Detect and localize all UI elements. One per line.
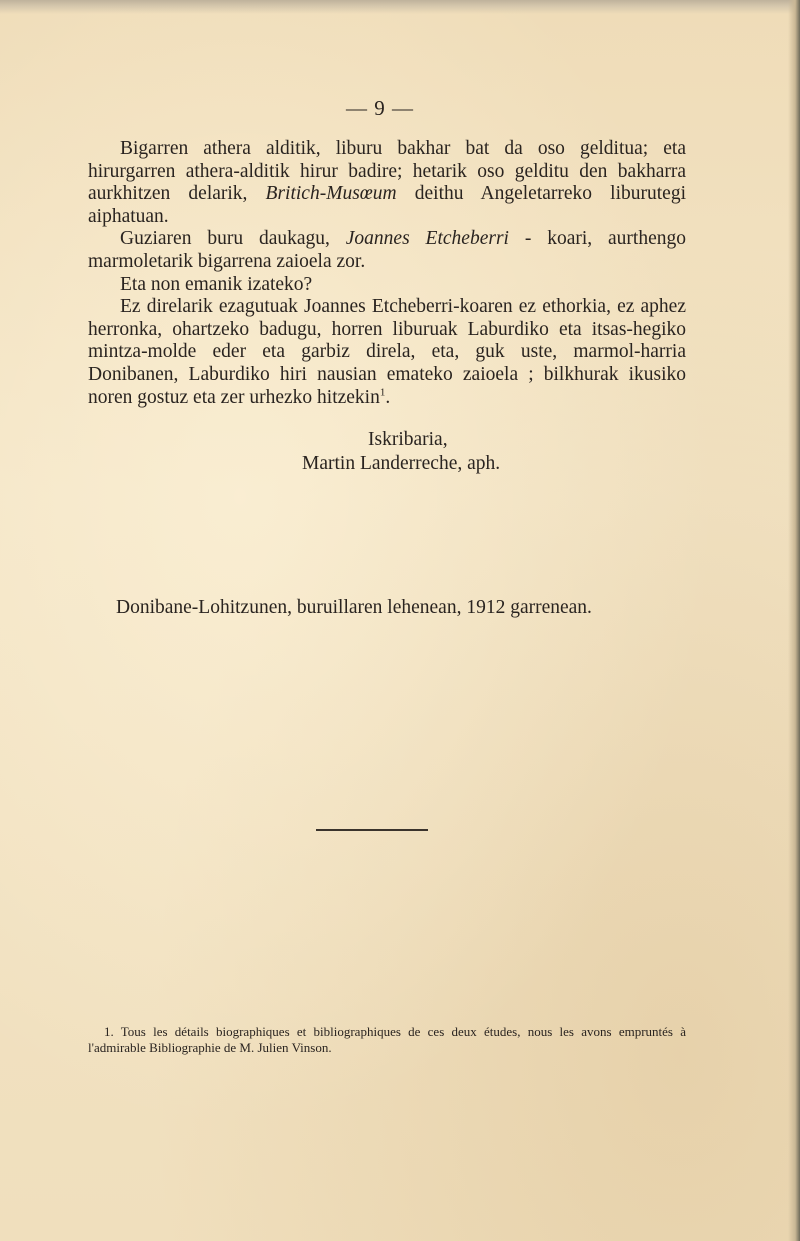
page-top-edge — [0, 0, 800, 14]
body-text — [88, 138, 686, 409]
paragraph-2-end: - koari, aurthengo marmoletarik bigarrena zaioela zor. — [88, 228, 686, 272]
footnote-separator-rule — [316, 829, 428, 831]
footnote-text: Tous les détails biographiques et bibliographiques de ces deux études, nous les avons empruntés à l'admirable Bibliographie de M. Julien Vinson. — [88, 1024, 686, 1055]
emphasis-british-museum: Britich-Musœum — [265, 183, 397, 205]
footnote — [88, 1024, 686, 1055]
signature-name: Martin Landerreche, aph. — [302, 453, 501, 474]
dateline-text: Donibane-Lohitzunen, buruillaren lehenean, 1912 garrenean. — [116, 597, 592, 618]
page-number: — 9 — — [346, 96, 414, 120]
paragraph-2-text: Guziaren buru daukagu, — [120, 228, 346, 250]
paragraph-2 — [88, 228, 686, 273]
paragraph-3: Eta non emanik izateko? — [120, 273, 313, 295]
footnote-marker: 1. — [104, 1024, 114, 1039]
footnote-reference: 1 — [379, 386, 386, 399]
paragraph-1-end: deithu Angeletarreko liburutegi aiphatuan. — [88, 183, 686, 227]
footnote-paragraph — [88, 1024, 686, 1055]
paragraph-1-text: Bigarren athera alditik, liburu bakhar bat da oso gelditua; eta hirurgarren athera-alditik hirur badire; hetarik oso gelditu den bakharra aurkhitzen delarik, — [88, 138, 686, 205]
dateline — [88, 596, 686, 619]
page-right-edge — [788, 0, 800, 1241]
paragraph-1 — [88, 138, 686, 228]
paragraph-4 — [88, 296, 686, 409]
paragraph-4-text: Ez direlarik ezagutuak Joannes Etcheberri-koaren ez ethorkia, ez aphez herronka, ohartzeko badugu, horren liburuak Laburdiko eta itsas-hegiko mintza-molde eder eta garbiz direla, eta, guk uste, marmol-harria Donibanen, Laburdiko hiri nausian emateko zaioela ; bilkhurak ikusiko noren gostuz eta zer urhezko hitzekin — [88, 296, 686, 408]
signature-title: Iskribaria, — [368, 429, 448, 450]
emphasis-author-name: Joannes Etcheberri — [345, 228, 509, 250]
paragraph-4-end: . — [385, 386, 391, 408]
